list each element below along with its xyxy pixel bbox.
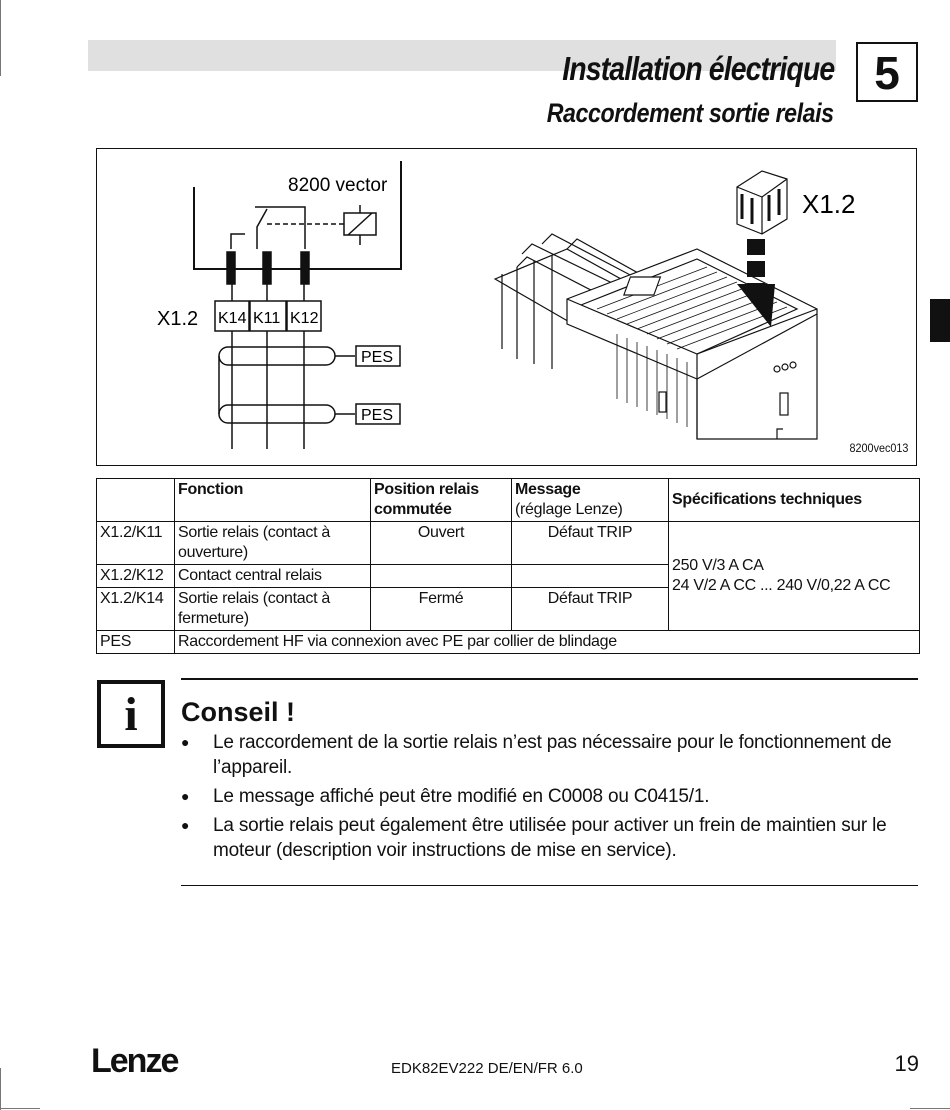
list-item: ● Le raccordement de la sortie relais n’est pas nécessaire pour le fonctionnement de l’appareil. bbox=[181, 730, 918, 780]
message-cell: Défaut TRIP bbox=[512, 522, 669, 565]
chapter-number: 5 bbox=[856, 42, 918, 102]
page-subtitle: Raccordement sortie relais bbox=[547, 98, 834, 128]
function-line: Sortie relais (contact à bbox=[178, 524, 330, 541]
header-line: Position relais bbox=[374, 481, 479, 498]
terminal-cell: X1.2/K14 bbox=[97, 588, 175, 631]
terminal-cell: PES bbox=[97, 631, 175, 654]
tip-divider-bottom bbox=[181, 885, 918, 886]
pes-label: PES bbox=[361, 349, 394, 366]
column-header-position bbox=[371, 479, 512, 522]
function-line: ouverture) bbox=[178, 544, 248, 561]
pes-description-cell: Raccordement HF via connexion avec PE par collier de blindage bbox=[175, 631, 920, 654]
position-cell: Fermé bbox=[371, 588, 512, 631]
specs-cell bbox=[669, 522, 920, 631]
figure-id: 8200vec013 bbox=[849, 441, 908, 455]
terminal-spec-table bbox=[96, 478, 920, 654]
terminal-cell: X1.2/K11 bbox=[97, 522, 175, 565]
function-line: Sortie relais (contact à bbox=[178, 590, 330, 607]
terminal-label: K14 bbox=[218, 310, 247, 327]
crop-mark bbox=[0, 1068, 1, 1110]
header-line: Message bbox=[515, 481, 581, 498]
table-header-row bbox=[97, 479, 920, 522]
pes-label: PES bbox=[361, 407, 394, 424]
function-cell: Contact central relais bbox=[175, 565, 371, 588]
column-header-message bbox=[512, 479, 669, 522]
column-header-function: Fonction bbox=[175, 479, 371, 522]
relay-wiring-figure bbox=[96, 148, 917, 466]
specs-line: 24 V/2 A CC ... 240 V/0,22 A CC bbox=[672, 577, 891, 594]
chapter-tab-marker bbox=[930, 299, 950, 342]
table-row bbox=[97, 522, 920, 565]
info-icon: i bbox=[97, 680, 165, 748]
page-number: 19 bbox=[894, 1051, 919, 1076]
relay-wiring-diagram bbox=[97, 149, 918, 467]
function-cell bbox=[175, 522, 371, 565]
position-cell bbox=[371, 565, 512, 588]
specs-line: 250 V/3 A CA bbox=[672, 557, 764, 574]
function-line: fermeture) bbox=[178, 610, 249, 627]
column-header-specs: Spécifications techniques bbox=[669, 479, 920, 522]
brand-logo: Lenze bbox=[91, 1042, 178, 1080]
document-code: EDK82EV222 DE/EN/FR 6.0 bbox=[391, 1060, 583, 1077]
page-title: Installation électrique bbox=[562, 50, 834, 87]
terminal-label: K12 bbox=[290, 310, 319, 327]
crop-mark bbox=[0, 0, 1, 76]
tip-divider-top bbox=[181, 678, 918, 680]
list-item: ● Le message affiché peut être modifié en C0008 ou C0415/1. bbox=[181, 784, 918, 809]
header-line: commutée bbox=[374, 501, 452, 518]
header-line: (réglage Lenze) bbox=[515, 501, 623, 518]
position-cell: Ouvert bbox=[371, 522, 512, 565]
table-row bbox=[97, 631, 920, 654]
terminal-label: K11 bbox=[253, 310, 281, 327]
tip-list bbox=[181, 730, 918, 867]
terminal-cell: X1.2/K12 bbox=[97, 565, 175, 588]
function-cell bbox=[175, 588, 371, 631]
tip-title: Conseil ! bbox=[181, 697, 296, 727]
message-cell bbox=[512, 565, 669, 588]
device-label: 8200 vector bbox=[288, 175, 388, 196]
crop-mark bbox=[910, 1108, 950, 1109]
connector-label: X1.2 bbox=[157, 308, 199, 330]
list-item: ● La sortie relais peut également être utilisée pour activer un frein de maintien sur le moteur (description voir instructions de mise en service). bbox=[181, 813, 918, 863]
crop-mark bbox=[0, 1108, 40, 1109]
message-cell: Défaut TRIP bbox=[512, 588, 669, 631]
plug-label: X1.2 bbox=[802, 189, 856, 219]
column-header bbox=[97, 479, 175, 522]
